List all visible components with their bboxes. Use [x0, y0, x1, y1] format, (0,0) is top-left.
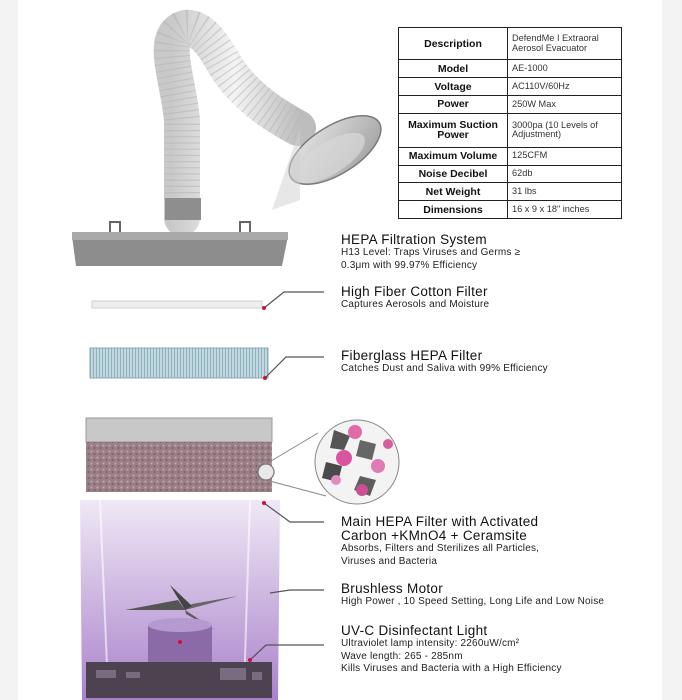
spec-label: Dimensions — [399, 201, 508, 219]
feature-title: Main HEPA Filter with Activated — [341, 514, 539, 529]
spec-row — [399, 147, 622, 165]
extraction-arm — [165, 28, 298, 220]
spec-value: DefendMe I Extraoral Aerosol Evacuator — [508, 28, 622, 60]
feature-title: Carbon +KMnO4 + Ceramsite — [341, 528, 528, 543]
feature-cotton-filter — [341, 285, 489, 312]
spec-row — [399, 165, 622, 183]
feature-fiberglass-filter — [341, 349, 548, 376]
spec-row — [399, 60, 622, 78]
feature-desc: Absorbs, Filters and Sterilizes all Particles, — [341, 543, 540, 554]
spec-row — [399, 183, 622, 201]
spec-label: Maximum Suction Power — [399, 113, 508, 147]
spec-value: 62db — [508, 165, 622, 183]
feature-desc: Catches Dust and Saliva with 99% Efficiency — [341, 363, 548, 374]
feature-desc: Captures Aerosols and Moisture — [341, 299, 490, 310]
feature-desc: Kills Viruses and Bacteria with a High Efficiency — [341, 663, 562, 674]
spec-label: Noise Decibel — [399, 165, 508, 183]
feature-desc: Ultraviolet lamp intensity: 2260uW/cm² — [341, 638, 520, 649]
feature-main-hepa — [341, 515, 539, 568]
feature-title: HEPA Filtration System — [341, 232, 487, 247]
spec-row — [399, 28, 622, 60]
spec-value: 250W Max — [508, 95, 622, 113]
spec-value: 31 lbs — [508, 183, 622, 201]
feature-desc: Wave length: 265 - 285nm — [341, 650, 463, 662]
fiberglass-filter — [90, 348, 268, 378]
feature-desc: Viruses and Bacteria — [341, 555, 438, 567]
feature-desc: High Power , 10 Speed Setting, Long Life and Low Noise — [341, 596, 605, 607]
feature-motor — [341, 582, 604, 609]
feature-uvc-light — [341, 624, 562, 676]
feature-title: UV-C Disinfectant Light — [341, 623, 488, 638]
specification-table — [398, 27, 622, 219]
feature-desc: 0.3μm with 99.97% Efficiency — [341, 259, 478, 271]
spec-label: Net Weight — [399, 183, 508, 201]
spec-value: 16 x 9 x 18" inches — [508, 201, 622, 219]
spec-row — [399, 95, 622, 113]
spec-label: Description — [399, 28, 508, 60]
spec-value: 3000pa (10 Levels of Adjustment) — [508, 113, 622, 147]
spec-value: AC110V/60Hz — [508, 78, 622, 96]
spec-value: AE-1000 — [508, 60, 622, 78]
cotton-filter — [92, 301, 262, 308]
feature-hepa-system — [341, 233, 520, 272]
feature-desc: H13 Level: Traps Viruses and Germs ≥ — [341, 247, 521, 258]
spec-row — [399, 201, 622, 219]
main-unit — [80, 418, 280, 700]
feature-title: High Fiber Cotton Filter — [341, 284, 488, 299]
spec-label: Power — [399, 95, 508, 113]
spec-label: Maximum Volume — [399, 147, 508, 165]
feature-title: Brushless Motor — [341, 581, 444, 596]
spec-label: Voltage — [399, 78, 508, 96]
spec-row — [399, 78, 622, 96]
magnified-carbon-particles — [258, 420, 399, 504]
spec-row — [399, 113, 622, 147]
spec-label: Model — [399, 60, 508, 78]
spec-value: 125CFM — [508, 147, 622, 165]
feature-title: Fiberglass HEPA Filter — [341, 348, 483, 363]
